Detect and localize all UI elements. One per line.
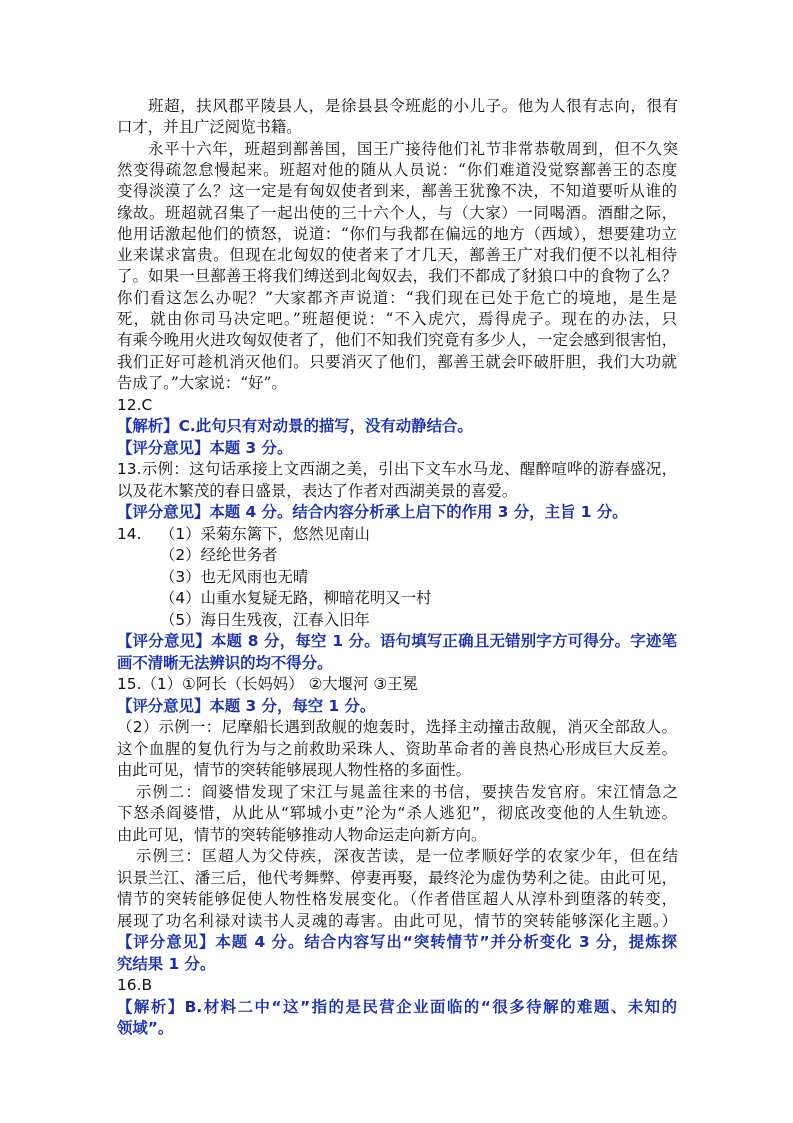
q13-line: 以及花木繁茂的春日盛景，表达了作者对西湖美景的喜爱。 (117, 482, 518, 500)
translation-line: 告成了。”大家说：“好”。 (117, 374, 287, 392)
translation-line: 有乘今晚用火进攻匈奴使者了，他们不知我们究竟有多少人，一定会感到很害怕， (117, 331, 677, 349)
translation-line: 死，就由你司马决定吧。”班超便说：“不入虎穴，焉得虎子。现在的办法，只 (117, 310, 677, 328)
q16-answer: 16.B (117, 976, 153, 994)
translation-line: 然变得疏忽怠慢起来。班超对他的随从人员说：“你们难道没觉察鄯善王的态度 (117, 161, 677, 179)
translation-line: 永平十六年，班超到鄯善国，国王广接待他们礼节非常恭敬周到，但不久突 (148, 140, 678, 158)
q15-line: 由此可见，情节的突转能够推动人物命运走向新方向。 (117, 826, 487, 844)
q14-item: （2）经纶世务者 (160, 546, 278, 564)
translation-line: 他用话激起他们的愤怒，说道：“你们与我都在偏远的地方（西域），想要建功立 (117, 225, 677, 243)
q14-score: 【评分意见】本题 8 分，每空 1 分。语句填写正确且无错别字方可得分。字迹笔 (117, 632, 677, 650)
q15-line: 这个血腥的复仇行为与之前救助采珠人、资助革命者的善良热心形成巨大反差。 (117, 740, 677, 758)
q15-part1: 15.（1）①阿长（长妈妈） ②大堰河 ③王冕 (117, 675, 418, 693)
translation-line: 变得淡漠了么？这一定是有匈奴使者到来，鄯善王犹豫不决，不知道要听从谁的 (117, 182, 677, 200)
q14-score: 画不清晰无法辨识的均不得分。 (117, 654, 333, 672)
q12-answer: 12.C (117, 396, 153, 414)
q15-score: 究结果 1 分。 (117, 955, 216, 973)
q16-analysis: 【解析】B.材料二中“这”指的是民营企业面临的“很多待解的难题、未知的 (117, 998, 677, 1016)
q15-line: （2）示例一：尼摩船长遇到敌舰的炮轰时，选择主动撞击敌舰，消灭全部敌人。 (117, 718, 677, 736)
q15-line: 下怒杀阎婆惜，从此从“郓城小吏”沦为“杀人逃犯”，彻底改变他的人生轨迹。 (117, 804, 677, 822)
q14-item: （1）采菊东篱下，悠然见南山 (160, 525, 370, 543)
q12-analysis: 【解析】C.此句只有对动景的描写，没有动静结合。 (117, 417, 473, 435)
q12-score: 【评分意见】本题 3 分。 (117, 439, 293, 457)
translation-line: 口才，并且广泛阅览书籍。 (117, 118, 302, 136)
translation-line: 了。如果一旦鄯善王将我们缚送到北匈奴去，我们不都成了豺狼口中的食物了么？ (117, 267, 677, 285)
q16-analysis: 领域”。 (117, 1019, 174, 1037)
q15-line: 展现了功名利禄对读书人灵魂的毒害。由此可见，情节的突转能够深化主题。） (117, 912, 677, 930)
translation-line: 业来谋求富贵。但现在北匈奴的使者来了才几天，鄯善王广对我们便不以礼相待 (117, 246, 677, 264)
translation-line: 你们看这怎么办呢？”大家都齐声说道：“我们现在已处于危亡的境地，是生是 (117, 289, 677, 307)
q15-line: 由此可见，情节的突转能够展现人物性格的多面性。 (117, 761, 471, 779)
q15-score1: 【评分意见】本题 3 分，每空 1 分。 (117, 697, 376, 715)
q14-item: （3）也无风雨也无晴 (160, 568, 309, 586)
q13-score: 【评分意见】本题 4 分。结合内容分析承上启下的作用 3 分，主旨 1 分。 (117, 503, 628, 521)
q13-line: 13.示例：这句话承接上文西湖之美，引出下文车水马龙、醒醉喧哗的游春盛况， (117, 460, 677, 478)
q14-item: （5）海日生残夜，江春入旧年 (160, 611, 370, 629)
translation-line: 缘故。班超就召集了一起出使的三十六个人，与（大家）一同喝酒。酒酣之际， (117, 204, 677, 222)
q15-line: 识景兰江、潘三后，他代考舞弊、停妻再娶，最终沦为虚伪势利之徒。由此可见， (117, 869, 677, 887)
translation-line: 我们正好可趁机消灭他们。只要消灭了他们，鄯善王就会吓破肝胆，我们大功就 (117, 353, 677, 371)
q15-line: 示例三：匡超人为父侍疾，深夜苦读，是一位孝顺好学的农家少年，但在结 (136, 847, 678, 865)
q15-line: 示例二：阎婆惜发现了宋江与晁盖往来的书信，要挟告发官府。宋江情急之 (136, 783, 678, 801)
q14-label: 14. (117, 525, 142, 543)
q14-item: （4）山重水复疑无路，柳暗花明又一村 (160, 589, 432, 607)
q15-score: 【评分意见】本题 4 分。结合内容写出“突转情节”并分析变化 3 分，提炼探 (117, 933, 677, 951)
translation-line: 班超，扶风郡平陵县人，是徐县县令班彪的小儿子。他为人很有志向，很有 (148, 97, 678, 115)
q15-line: 情节的突转能够促使人物性格发展变化。（作者借匡超人从淳朴到堕落的转变， (117, 890, 677, 908)
